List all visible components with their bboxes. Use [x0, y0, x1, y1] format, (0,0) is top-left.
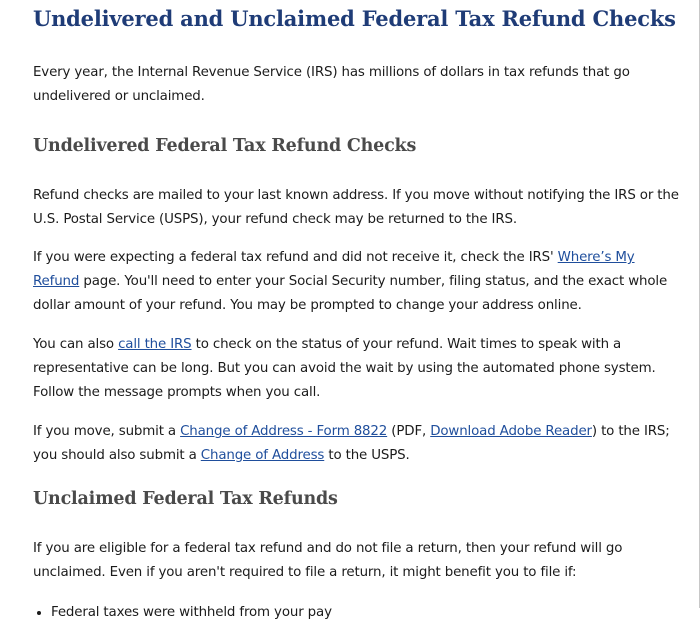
- p3-text-after: to check on the status of your refund. Wait times to speak with a representative can be long. But you can avoid the wait by using the automated phone system. Follow the message prompts when you call.: [33, 337, 656, 400]
- list-item: • Federal taxes were withheld from your pay: [51, 601, 680, 625]
- p4-text-after: to the USPS.: [324, 448, 410, 463]
- undelivered-paragraph-4: [33, 420, 680, 468]
- unclaimed-paragraph-1: If you are eligible for a federal tax refund and do not file a return, then your refund will go unclaimed. Even if you aren't required to file a return, it might benefit you to file if:: [33, 541, 623, 580]
- undelivered-paragraph-2: [33, 246, 680, 318]
- article-content: [33, 0, 680, 625]
- p2-text-before: If you were expecting a federal tax refund and did not receive it, check the IRS': [33, 250, 558, 265]
- form-8822-link[interactable]: Change of Address - Form 8822: [180, 424, 388, 439]
- undelivered-paragraph-1: Refund checks are mailed to your last known address. If you move without notifying the IRS or the U.S. Postal Service (USPS), your refund check may be returned to the IRS.: [33, 188, 679, 227]
- wheres-my-refund-link[interactable]: Where’s My Refund: [33, 250, 635, 289]
- p4-text-mid: (PDF,: [387, 424, 431, 439]
- intro-paragraph: Every year, the Internal Revenue Service (IRS) has millions of dollars in tax refunds that go undelivered or unclaimed.: [33, 65, 630, 104]
- p3-text-before: You can also: [33, 337, 119, 352]
- p4-text-mid2: ) to the IRS; you should also submit a: [33, 424, 670, 463]
- p4-text-before: If you move, submit a: [33, 424, 181, 439]
- call-the-irs-link[interactable]: call the IRS: [118, 337, 192, 352]
- usps-change-of-address-link[interactable]: Change of Address: [200, 448, 325, 463]
- unclaimed-heading: Unclaimed Federal Tax Refunds: [33, 489, 338, 509]
- undelivered-heading: Undelivered Federal Tax Refund Checks: [33, 136, 417, 156]
- undelivered-paragraph-3: [33, 333, 680, 405]
- download-adobe-reader-link[interactable]: Download Adobe Reader: [430, 424, 592, 439]
- unclaimed-list: [33, 601, 680, 625]
- p2-text-after: page. You'll need to enter your Social Security number, filing status, and the exact whole dollar amount of your refund. You may be prompted to change your address online.: [33, 274, 668, 313]
- page-title: Undelivered and Unclaimed Federal Tax Refund Checks: [33, 6, 676, 31]
